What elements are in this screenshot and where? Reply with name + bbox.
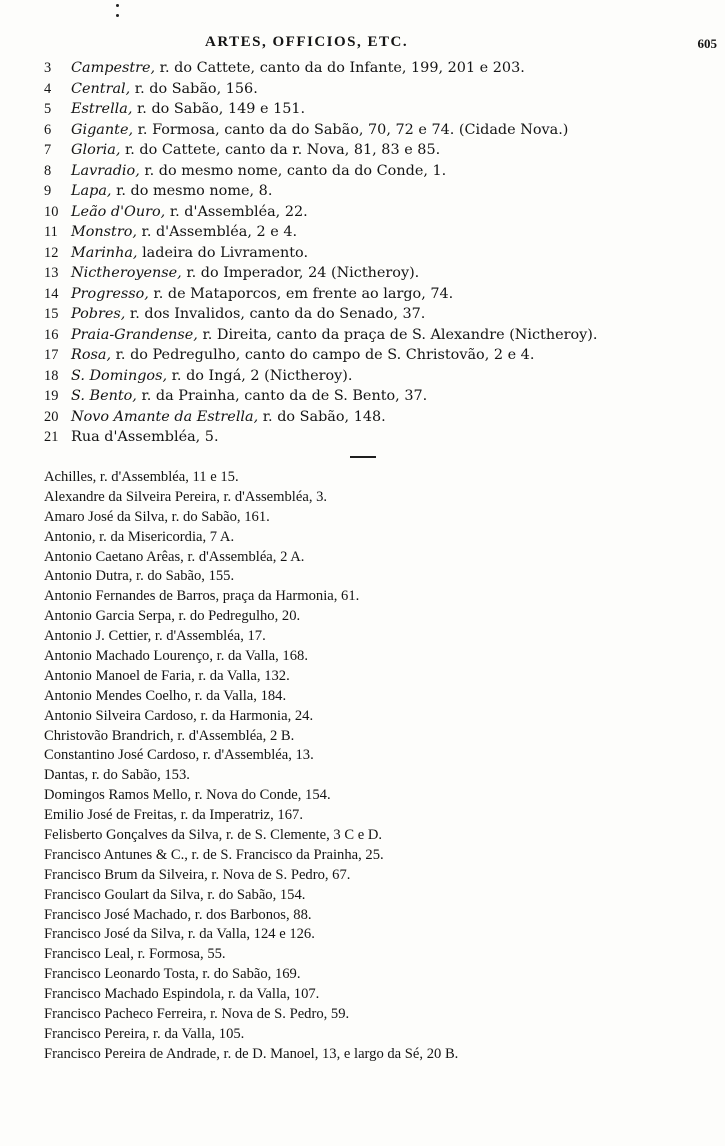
- entry-name: Monstro,: [71, 224, 137, 240]
- entry-name: Rosa,: [71, 347, 112, 363]
- entry-number: 8: [44, 162, 52, 179]
- name-entry: Antonio Silveira Cardoso, r. da Harmonia, 24.: [44, 707, 314, 724]
- name-entry: Amaro José da Silva, r. do Sabão, 161.: [44, 508, 270, 525]
- entry-address: r. Direita, canto da praça de S. Alexandre (Nictheroy).: [197, 326, 598, 343]
- entry-number: 4: [44, 80, 52, 97]
- entry-name: Novo Amante da Estrella,: [71, 408, 259, 425]
- entry-name: Campestre,: [71, 60, 156, 76]
- entry-name: Praia-Grandense,: [71, 326, 198, 343]
- entry-number: 14: [44, 285, 59, 302]
- name-entry: Antonio, r. da Misericordia, 7 A.: [44, 528, 235, 545]
- entry-number: 16: [44, 326, 59, 343]
- entry-number: 6: [44, 121, 52, 138]
- name-entry: Antonio Caetano Arêas, r. d'Assembléa, 2 A.: [44, 548, 305, 565]
- entry-address: r. dos Invalidos, canto da do Senado, 37.: [125, 306, 426, 322]
- name-entry: Francisco Leal, r. Formosa, 55.: [44, 946, 226, 963]
- entry-address: r. do Sabão, 156.: [130, 80, 258, 97]
- entry-number: 12: [44, 244, 59, 261]
- name-entry: Francisco Pereira de Andrade, r. de D. Manoel, 13, e largo da Sé, 20 B.: [44, 1045, 459, 1062]
- numbered-entry: [44, 407, 724, 428]
- name-entry: Francisco Machado Espindola, r. da Valla, 107.: [44, 986, 320, 1003]
- numbered-entry: [44, 263, 724, 284]
- name-entry: Antonio Fernandes de Barros, praça da Harmonia, 61.: [44, 588, 360, 605]
- numbered-entry: [44, 284, 724, 305]
- numbered-entry: [44, 202, 724, 223]
- name-entry: Antonio J. Cettier, r. d'Assembléa, 17.: [44, 628, 266, 645]
- entry-address: r. do Pedregulho, canto do campo de S. Christovão, 2 e 4.: [111, 347, 535, 363]
- entry-name: Lapa,: [71, 183, 112, 199]
- numbered-entry: [44, 181, 724, 202]
- numbered-entry: [44, 304, 724, 325]
- entry-number: 20: [44, 408, 59, 425]
- entry-number: 11: [44, 224, 58, 240]
- entry-address: Rua d'Assembléa, 5.: [71, 429, 219, 445]
- entry-address: r. do Cattete, canto da r. Nova, 81, 83 e 85.: [120, 142, 441, 158]
- entry-name: Nictheroyense,: [71, 265, 182, 281]
- numbered-entry: [44, 99, 724, 120]
- entry-name: Central,: [71, 80, 131, 97]
- print-mark: [116, 14, 119, 17]
- entry-number: 19: [44, 388, 59, 404]
- numbered-entry: [44, 345, 724, 366]
- entry-address: r. do Imperador, 24 (Nictheroy).: [181, 265, 420, 281]
- name-entry: Antonio Mendes Coelho, r. da Valla, 184.: [44, 687, 287, 704]
- numbered-entry: [44, 243, 724, 264]
- running-title: ARTES, OFFICIOS, ETC.: [205, 34, 409, 50]
- name-entry: Francisco Antunes & C., r. de S. Francisco da Prainha, 25.: [44, 846, 384, 863]
- page-number: 605: [697, 36, 717, 51]
- name-entry: Constantino José Cardoso, r. d'Assembléa, 13.: [44, 747, 314, 764]
- entry-number: 5: [44, 101, 52, 117]
- entry-address: r. do Sabão, 149 e 151.: [132, 101, 306, 117]
- numbered-entry: [44, 386, 724, 407]
- entry-number: 7: [44, 142, 52, 158]
- entry-number: 13: [44, 265, 59, 281]
- numbered-entry: [44, 325, 724, 346]
- name-entry: Christovão Brandrich, r. d'Assembléa, 2 B.: [44, 727, 295, 744]
- numbered-entry: [44, 161, 724, 182]
- name-entry: Antonio Garcia Serpa, r. do Pedregulho, 20.: [44, 608, 301, 625]
- numbered-entry: [44, 120, 724, 141]
- name-entry: Francisco José Machado, r. dos Barbonos, 88.: [44, 906, 312, 923]
- entry-name: Lavradio,: [71, 162, 140, 179]
- name-entry: Francisco Brum da Silveira, r. Nova de S. Pedro, 67.: [44, 866, 351, 883]
- entry-name: S. Bento,: [71, 388, 137, 404]
- entry-address: r. do Sabão, 148.: [258, 408, 386, 425]
- entry-address: r. d'Assembléa, 2 e 4.: [136, 224, 298, 240]
- entry-name: Estrella,: [71, 101, 133, 117]
- entry-name: S. Domingos,: [71, 367, 168, 384]
- entry-number: 17: [44, 347, 59, 363]
- entry-address: r. do mesmo nome, canto da do Conde, 1.: [139, 162, 447, 179]
- entry-number: 15: [44, 306, 59, 322]
- entry-address: r. d'Assembléa, 22.: [165, 203, 308, 220]
- name-entry: Alexandre da Silveira Pereira, r. d'Assembléa, 3.: [44, 488, 328, 505]
- entry-number: 18: [44, 367, 59, 384]
- entry-number: 21: [44, 429, 59, 445]
- numbered-list: [44, 58, 724, 448]
- name-entry: Antonio Machado Lourenço, r. da Valla, 168.: [44, 648, 308, 665]
- name-entry: Francisco Pereira, r. da Valla, 105.: [44, 1025, 245, 1042]
- name-entry: Antonio Dutra, r. do Sabão, 155.: [44, 568, 235, 585]
- name-entry: Francisco José da Silva, r. da Valla, 124 e 126.: [44, 926, 315, 943]
- name-entry: Francisco Leonardo Tosta, r. do Sabão, 169.: [44, 966, 301, 983]
- name-entry: Dantas, r. do Sabão, 153.: [44, 767, 190, 784]
- entry-number: 10: [44, 203, 59, 220]
- print-mark: [116, 4, 119, 7]
- name-entry: Domingos Ramos Mello, r. Nova do Conde, 154.: [44, 787, 331, 804]
- name-entry: Antonio Manoel de Faria, r. da Valla, 132.: [44, 667, 290, 684]
- entry-number: 3: [44, 60, 52, 76]
- numbered-entry: [44, 222, 724, 243]
- name-list: [44, 468, 724, 1065]
- numbered-entry: [44, 427, 724, 448]
- entry-address: r. do Cattete, canto da do Infante, 199, 201 e 203.: [155, 60, 525, 76]
- name-entry: Emilio José de Freitas, r. da Imperatriz, 167.: [44, 807, 303, 824]
- entry-number: 9: [44, 183, 52, 199]
- entry-address: r. Formosa, canto da do Sabão, 70, 72 e 74. (Cidade Nova.): [133, 121, 569, 138]
- page-header: [0, 34, 725, 54]
- name-entry: Francisco Goulart da Silva, r. do Sabão, 154.: [44, 886, 306, 903]
- name-entry: Achilles, r. d'Assembléa, 11 e 15.: [44, 469, 239, 485]
- entry-address: r. do Ingá, 2 (Nictheroy).: [167, 367, 353, 384]
- entry-name: Leão d'Ouro,: [71, 203, 166, 220]
- entry-address: r. do mesmo nome, 8.: [111, 183, 273, 199]
- numbered-entry: [44, 140, 724, 161]
- entry-name: Gloria,: [71, 142, 121, 158]
- numbered-entry: [44, 79, 724, 100]
- name-entry: Francisco Pacheco Ferreira, r. Nova de S. Pedro, 59.: [44, 1006, 350, 1023]
- entry-name: Gigante,: [71, 121, 134, 138]
- numbered-entry: [44, 58, 724, 79]
- section-divider: [350, 456, 376, 458]
- entry-name: Marinha,: [71, 244, 138, 261]
- entry-name: Progresso,: [71, 285, 149, 302]
- entry-name: Pobres,: [71, 306, 126, 322]
- name-entry: Felisberto Gonçalves da Silva, r. de S. Clemente, 3 C e D.: [44, 827, 383, 844]
- entry-address: ladeira do Livramento.: [137, 244, 309, 261]
- numbered-entry: [44, 366, 724, 387]
- entry-address: r. de Mataporcos, em frente ao largo, 74.: [148, 285, 454, 302]
- entry-address: r. da Prainha, canto da de S. Bento, 37.: [136, 388, 428, 404]
